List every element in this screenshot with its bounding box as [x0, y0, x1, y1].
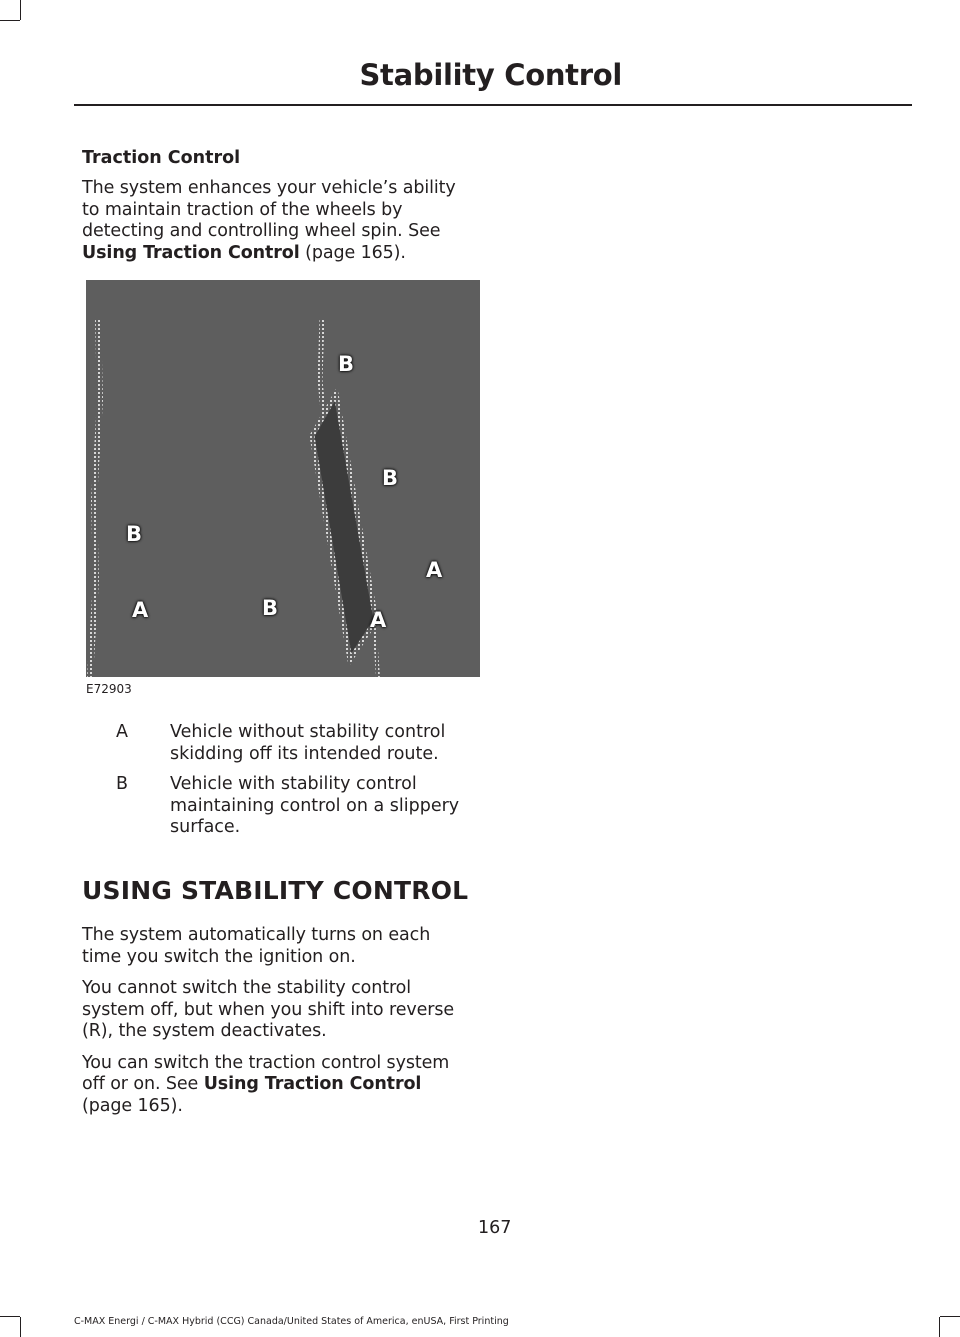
paragraph-line: [82, 1074, 482, 1096]
paragraph-line: The system automatically turns on each: [82, 925, 431, 945]
label-b: B: [338, 352, 355, 376]
label-a: A: [132, 598, 149, 622]
crop-mark: [939, 1317, 940, 1337]
crop-mark: [0, 1316, 20, 1317]
legend-line: Vehicle without stability control: [170, 722, 446, 742]
label-a: A: [426, 558, 443, 582]
crop-mark: [940, 1316, 960, 1317]
crop-mark: [20, 0, 21, 20]
header-divider: [74, 104, 912, 106]
label-b: B: [382, 466, 399, 490]
legend-line: maintaining control on a slippery: [170, 795, 460, 816]
stability-diagram: [86, 280, 480, 677]
legend-line: Vehicle with stability control: [170, 774, 417, 794]
legend-description: [170, 774, 482, 839]
page-number: 167: [478, 1218, 512, 1238]
paragraph-line: [82, 243, 482, 265]
legend-key: A: [116, 722, 128, 742]
legend-description: [170, 722, 482, 765]
traction-control-section: [82, 148, 482, 264]
paragraph-text: off or on. See: [82, 1074, 204, 1094]
paragraph-line: to maintain traction of the wheels by: [82, 199, 403, 220]
paragraph-line: detecting and controlling wheel spin. See: [82, 221, 441, 241]
crop-mark: [20, 1317, 21, 1337]
legend-line: skidding off its intended route.: [170, 743, 439, 764]
page-footer: C-MAX Energi / C-MAX Hybrid (CCG) Canada/United States of America, enUSA, First Printing: [74, 1316, 509, 1327]
crop-mark: [0, 20, 20, 21]
using-stability-control-section: [82, 925, 482, 1117]
legend-key: B: [116, 774, 129, 794]
paragraph-line: time you switch the ignition on.: [82, 946, 356, 967]
paragraph-line: system off, but when you shift into reverse: [82, 999, 455, 1020]
label-b: B: [126, 522, 143, 546]
section-heading: Traction Control: [82, 148, 241, 168]
vehicle-skid-path: [312, 394, 376, 660]
page-header-title: Stability Control: [359, 58, 622, 92]
cross-reference-link[interactable]: Using Traction Control: [203, 1074, 422, 1094]
figure-code: E72903: [86, 682, 132, 696]
page-reference: (page 165).: [299, 242, 406, 263]
cross-reference-link[interactable]: Using Traction Control: [82, 242, 300, 263]
road-edge-left: [90, 320, 100, 677]
paragraph-line: The system enhances your vehicle’s ability: [82, 178, 456, 198]
paragraph-line: You cannot switch the stability control: [82, 978, 412, 998]
paragraph-line: (R), the system deactivates.: [82, 1021, 327, 1041]
label-a: A: [370, 608, 387, 632]
road-edge-center: [320, 320, 324, 420]
legend-line: surface.: [170, 817, 241, 837]
paragraph-line: (page 165).: [82, 1095, 183, 1116]
paragraph-line: You can switch the traction control system: [82, 1052, 450, 1073]
section-heading: USING STABILITY CONTROL: [82, 876, 469, 905]
label-b: B: [262, 596, 279, 620]
